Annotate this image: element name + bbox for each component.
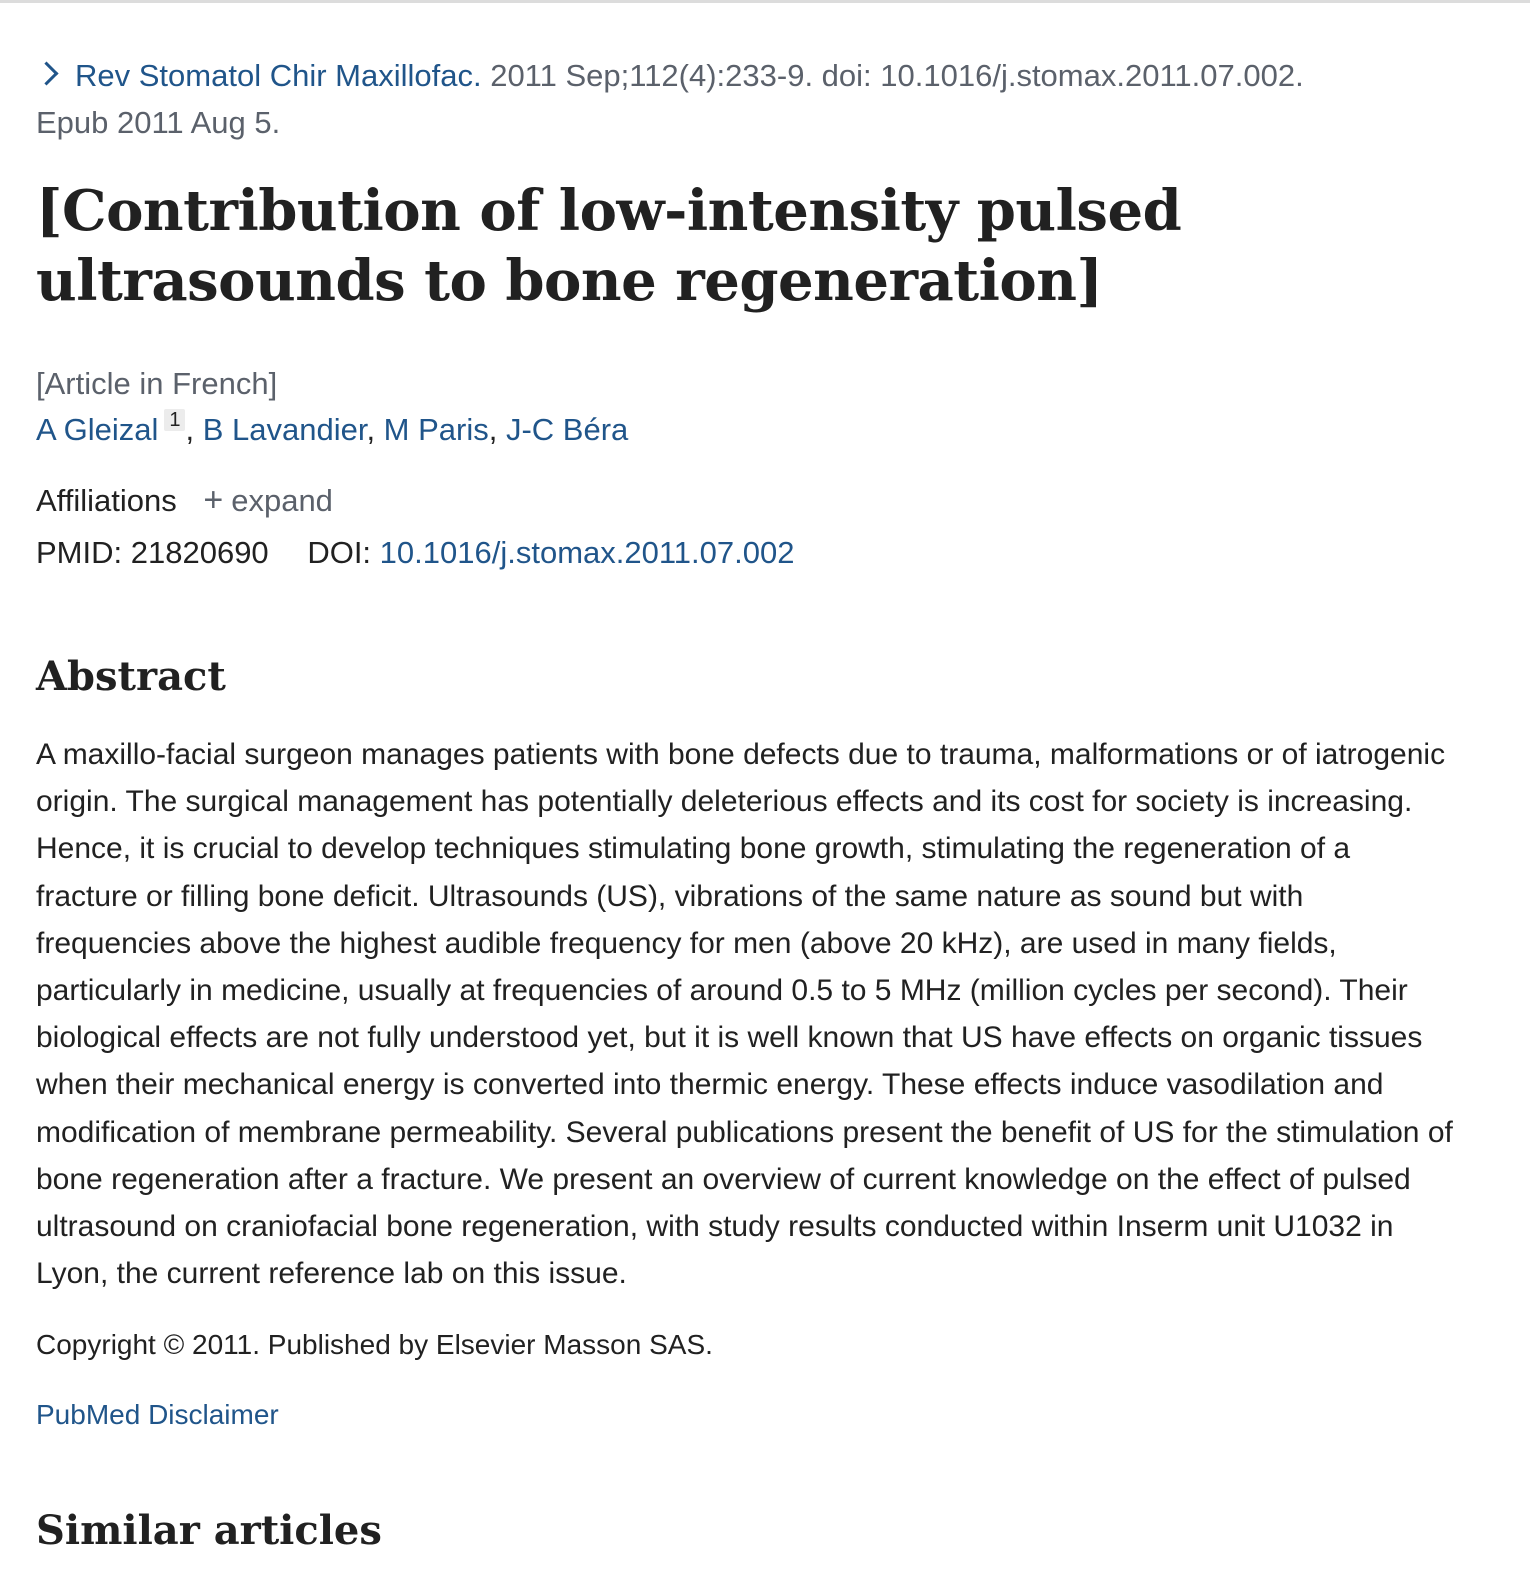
journal-link[interactable]: Rev Stomatol Chir Maxillofac. [75,58,482,93]
copyright-notice: Copyright © 2011. Published by Elsevier Masson SAS. [36,1329,713,1361]
doi-label: DOI: [307,535,372,570]
affiliation-number[interactable]: 1 [164,409,185,431]
author-link[interactable]: A Gleizal [36,412,159,447]
language-note: [Article in French] [36,366,278,401]
citation-epub: Epub 2011 Aug 5. [36,105,281,140]
pubmed-disclaimer-link[interactable]: PubMed Disclaimer [36,1399,279,1431]
doi-link[interactable]: 10.1016/j.stomax.2011.07.002 [379,535,795,570]
pmid-value: 21820690 [130,535,269,570]
abstract-heading: Abstract [36,653,226,700]
author-list: A Gleizal 1 , B Lavandier, M Paris, J-C Béra [36,409,629,447]
similar-articles-heading: Similar articles [36,1507,382,1555]
citation-details: 2011 Sep;112(4):233-9. doi: 10.1016/j.stomax.2011.07.002. [490,58,1304,93]
author-link[interactable]: B Lavandier [202,412,367,447]
author-link[interactable]: J-C Béra [505,412,629,447]
top-divider [0,0,1530,3]
identifiers-row [36,531,1476,575]
article-title: [Contribution of low-intensity pulsed ultrasounds to bone regeneration] [36,178,1182,314]
author-link[interactable]: M Paris [383,412,489,447]
pmid-label: PMID: [36,535,123,570]
citation [36,52,1476,146]
plus-icon: + [203,481,224,519]
expand-label: expand [231,483,333,518]
article-content [36,52,1476,1557]
affiliations-expand-button[interactable] [203,483,333,518]
abstract-text: A maxillo-facial surgeon manages patients with bone defects due to trauma, malformations or of iatrogenic origin. The surgical management has potentially deleterious effects and its cost for society is increasing. Hence, it is crucial to develop techniques stimulating bone growth, stimulating the regeneration of a fracture or filling bone deficit. Ultrasounds (US), vibrations of the same nature as sound but with frequencies above the highest audible frequency for men (above 20 kHz), are used in many fields, particularly in medicine, usually at frequencies of around 0.5 to 5 MHz (million cycles per second). Their biological effects are not fully understood yet, but it is well known that US have effects on organic tissues when their mechanical energy is converted into thermic energy. These effects induce vasodilation and modification of membrane permeability. Several publications present the benefit of US for the stimulation of bone regeneration after a fracture. We present an overview of current knowledge on the effect of pulsed ultrasound on craniofacial bone regeneration, with study results conducted within Inserm unit U1032 in Lyon, the current reference lab on this issue. [36,738,1453,1291]
chevron-right-icon[interactable] [34,61,58,85]
affiliations-label: Affiliations [36,483,177,518]
affiliations-row [36,478,1476,523]
